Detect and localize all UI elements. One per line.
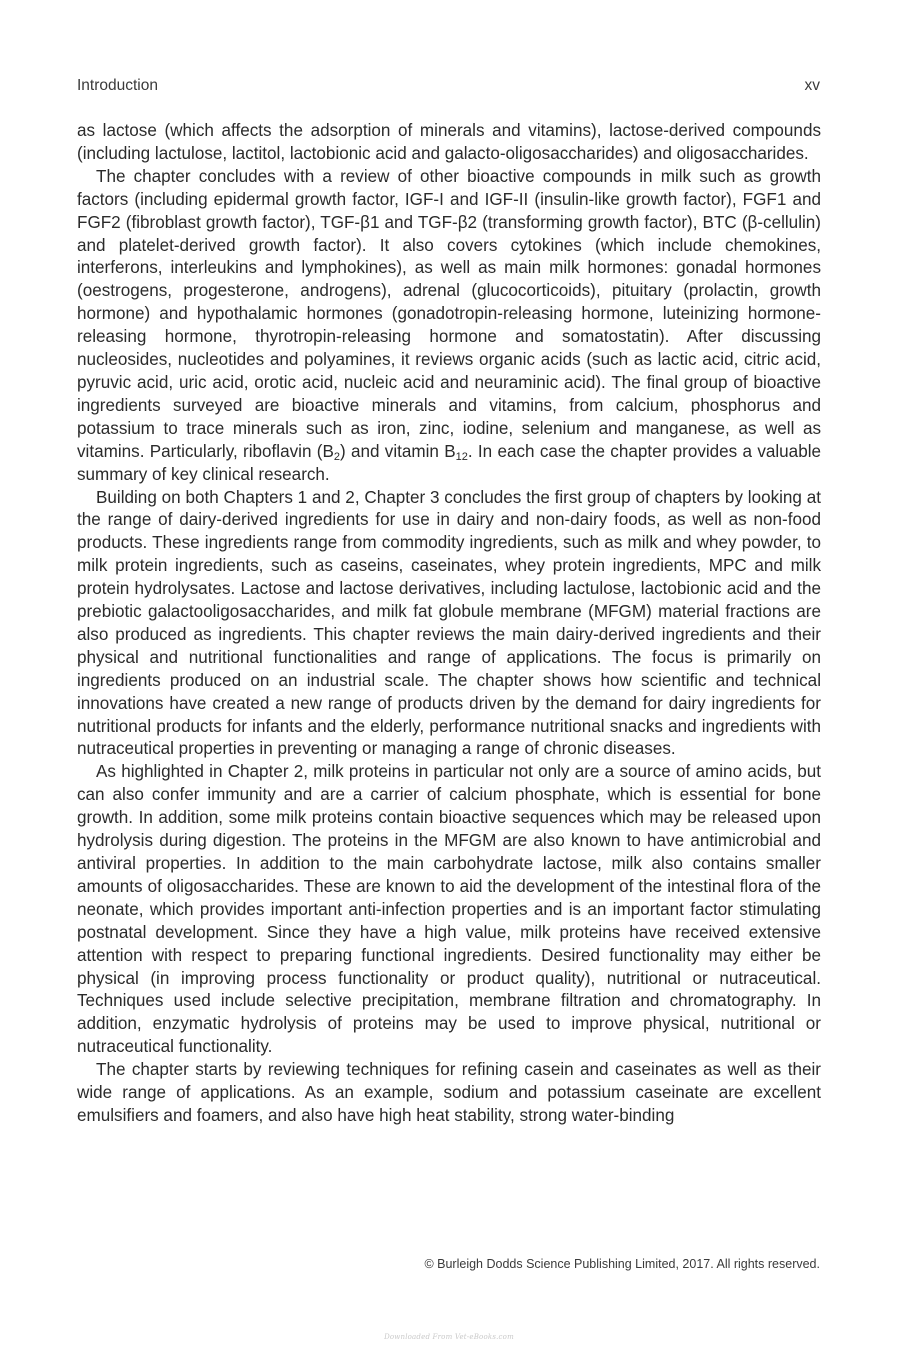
paragraph-text: . In each case the chapter provides a valuable summary of key clinical research. bbox=[77, 441, 822, 484]
paragraph: as lactose (which affects the adsorption of minerals and vitamins), lactose-derived compounds (including lactulose, lactitol, lactobionic acid and galacto-oligosaccharides) and oligosaccharides. bbox=[77, 121, 821, 163]
subscript: 12 bbox=[455, 450, 468, 463]
paragraph: Building on both Chapters 1 and 2, Chapter 3 concludes the first group of chapters by looking at the range of dairy-derived ingredients for use in dairy and non-dairy foods, as well as non-food products. These ingredients range from commodity ingredients, such as milk and whey powder, to milk protein ingredients, such as caseins, caseinates, whey protein ingredients, MPC and milk protein hydrolysates. Lactose and lactose derivatives, including lactulose, lactobionic acid and the prebiotic galactooligosaccharides, and milk fat globule membrane (MFGM) material fractions are also produced as ingredients. This chapter reviews the main dairy-derived ingredients and their physical and nutritional functionalities and range of applications. The focus is primarily on ingredients produced on an industrial scale. The chapter shows how scientific and technical innovations have created a new range of products driven by the demand for dairy ingredients for nutritional products for infants and the elderly, performance nutritional snacks and ingredients with nutraceutical properties in preventing or managing a range of chronic diseases. bbox=[77, 487, 821, 759]
page-number: xv bbox=[804, 77, 820, 94]
paragraph: As highlighted in Chapter 2, milk proteins in particular not only are a source of amino acids, but can also confer immunity and are a carrier of calcium phosphate, which is essential for bone growth. In addition, some milk proteins contain bioactive sequences which may be released upon hydrolysis during digestion. The proteins in the MFGM are also known to have antimicrobial and antiviral properties. In addition to the main carbohydrate lactose, milk also contains smaller amounts of oligosaccharides. These are known to aid the development of the intestinal flora of the neonate, which provides important anti-infection properties and is an important factor stimulating postnatal development. Since they have a high value, milk proteins have received extensive attention with respect to preparing functional ingredients. Desired functionality may either be physical (in improving process functionality or product quality), nutritional or nutraceutical. Techniques used include selective precipitation, membrane filtration and chromatography. In addition, enzymatic hydrolysis of proteins may be used to improve physical, nutritional or nutraceutical functionality. bbox=[77, 762, 821, 1057]
paragraph: The chapter starts by reviewing techniques for refining casein and caseinates as well as their wide range of applications. As an example, sodium and potassium caseinate are excellent emulsifiers and foamers, and also have high heat stability, strong water-binding bbox=[77, 1060, 821, 1125]
body-text bbox=[77, 120, 821, 1128]
paragraph bbox=[77, 166, 821, 487]
download-watermark: Downloaded From Vet-eBooks.com bbox=[384, 1333, 514, 1341]
running-head bbox=[77, 77, 820, 99]
paragraph-text: ) and vitamin B bbox=[339, 441, 456, 461]
paragraph-text: The chapter concludes with a review of other bioactive compounds in milk such as growth factors (including epidermal growth factor, IGF-I and IGF-II (insulin-like growth factor), FGF1 and FGF2 (fibroblast growth factor), TGF-β1 and TGF-β2 (transforming growth factor), BTC (β-cellulin) and platelet-derived growth factor). It also covers cytokines (which include chemokines, interferons, interleukins and lymphokines), as well as main milk hormones: gonadal hormones (oestrogens, progesterone, androgens), adrenal (glucocorticoids), pituitary (prolactin, growth hormone) and hypothalamic hormones (gonadotropin-releasing hormone, luteinizing hormone-releasing hormone, thyrotropin-releasing hormone and somatostatin). After discussing nucleosides, nucleotides and polyamines, it reviews organic acids (such as lactic acid, citric acid, pyruvic acid, uric acid, orotic acid, nucleic acid and neuraminic acid). The final group of bioactive ingredients surveyed are bioactive minerals and vitamins, from calcium, phosphorus and potassium to trace minerals such as iron, zinc, iodine, selenium and manganese, as well as vitamins. Particularly, riboflavin (B bbox=[77, 166, 821, 461]
subscript: 2 bbox=[333, 450, 340, 463]
copyright-notice: © Burleigh Dodds Science Publishing Limited, 2017. All rights reserved. bbox=[424, 1257, 820, 1271]
section-title: Introduction bbox=[77, 77, 158, 94]
